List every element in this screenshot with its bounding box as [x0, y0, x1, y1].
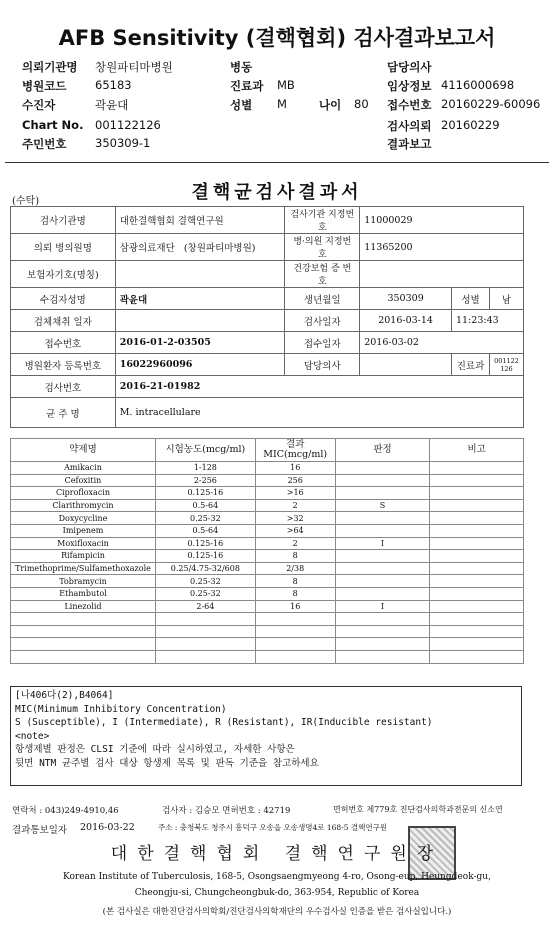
cell-value: 남 — [489, 288, 523, 310]
cell-empty — [430, 650, 524, 663]
cell-value: 삼광의료재단 (창원파티마병원) — [115, 234, 285, 261]
info-row-test-no — [11, 376, 524, 398]
organization-address-en: Korean Institute of Tuberculosis, 168-5, Osongsaengmyeong 4-ro, Osong-eup, Heungdeok-gu, — [63, 872, 491, 882]
cell-drug: Trimethoprime/Sulfamethoxazole — [11, 562, 156, 575]
cell-judgement: S — [335, 499, 430, 512]
cell-empty — [335, 650, 430, 663]
cell-empty — [255, 650, 335, 663]
patient-info-table — [10, 206, 524, 428]
cell-empty — [255, 638, 335, 651]
result-row — [11, 487, 524, 500]
cell-concentration: 0.25-32 — [155, 587, 255, 600]
info-row-clinic — [11, 234, 524, 261]
info-row-strain — [11, 398, 524, 428]
result-row — [11, 537, 524, 550]
cell-value: 2016-01-2-03505 — [115, 332, 285, 354]
value-hospital-code: 65183 — [95, 78, 132, 92]
cell-value: 001122126 — [489, 354, 523, 376]
cell-remarks — [430, 575, 524, 588]
value-resident-no: 350309-1 — [95, 136, 151, 150]
cell-empty — [155, 638, 255, 651]
cell-empty — [115, 310, 285, 332]
empty-row — [11, 638, 524, 651]
cell-empty — [155, 625, 255, 638]
label-result-report: 결과보고 — [387, 137, 432, 151]
cell-empty — [255, 613, 335, 626]
cell-label: 건강보험 증 번호 — [285, 261, 360, 288]
cell-remarks — [430, 474, 524, 487]
notes-line: S (Susceptible), I (Intermediate), R (Resistant), IR(Inducible resistant) — [15, 717, 433, 728]
empty-row — [11, 625, 524, 638]
label-department: 진료과 — [230, 79, 264, 93]
cell-judgement — [335, 562, 430, 575]
cell-label: 검사일자 — [285, 310, 360, 332]
cell-label: 검체채취 일자 — [11, 310, 116, 332]
label-patient: 수진자 — [22, 98, 56, 112]
susceptibility-table — [10, 438, 524, 664]
cell-empty — [155, 613, 255, 626]
label-age: 나이 — [319, 98, 342, 112]
cell-remarks — [430, 462, 524, 475]
cell-judgement: I — [335, 537, 430, 550]
cell-mic: >16 — [255, 487, 335, 500]
value-sex: M — [277, 97, 287, 111]
contact-phone: 연락처 : 043)249-4910,46 — [12, 806, 119, 816]
cell-label: 보험자기호(명칭) — [11, 261, 116, 288]
cell-concentration: 0.125-16 — [155, 550, 255, 563]
cell-label: 의뢰 병의원명 — [11, 234, 116, 261]
value-age: 80 — [354, 97, 369, 111]
cell-empty — [430, 638, 524, 651]
info-row-receipt — [11, 332, 524, 354]
cell-value: 11365200 — [360, 234, 524, 261]
cell-label: 병·의원 지정번호 — [285, 234, 360, 261]
cell-label: 검사기관 지정번호 — [285, 207, 360, 234]
cell-mic: 16 — [255, 600, 335, 613]
cell-concentration: 0.125-16 — [155, 487, 255, 500]
cell-concentration: 0.5-64 — [155, 499, 255, 512]
label-sex: 성별 — [230, 98, 253, 112]
label-chart-no: Chart No. — [22, 118, 84, 132]
result-row — [11, 524, 524, 537]
info-row-dates — [11, 310, 524, 332]
cell-label: 성별 — [452, 288, 490, 310]
cell-empty — [335, 625, 430, 638]
cell-mic: >32 — [255, 512, 335, 525]
cell-drug: Imipenem — [11, 524, 156, 537]
cell-concentration: 0.125-16 — [155, 537, 255, 550]
info-row-lab — [11, 207, 524, 234]
cell-concentration: 0.5-64 — [155, 524, 255, 537]
result-row — [11, 462, 524, 475]
cell-drug: Ciprofloxacin — [11, 487, 156, 500]
col-header-mic: 결과 MIC(mcg/ml) — [255, 439, 335, 462]
cell-remarks — [430, 512, 524, 525]
cell-drug: Amikacin — [11, 462, 156, 475]
cell-empty — [335, 638, 430, 651]
info-row-insurance — [11, 261, 524, 288]
cell-label: 검사기관명 — [11, 207, 116, 234]
cell-empty — [11, 625, 156, 638]
result-row — [11, 587, 524, 600]
cell-remarks — [430, 499, 524, 512]
cell-drug: Cefoxitin — [11, 474, 156, 487]
label-clinical-info: 임상정보 — [387, 79, 432, 93]
result-row — [11, 550, 524, 563]
result-row — [11, 474, 524, 487]
label-doctor: 담당의사 — [387, 60, 432, 74]
cell-remarks — [430, 550, 524, 563]
cell-remarks — [430, 600, 524, 613]
cell-drug: Rifampicin — [11, 550, 156, 563]
cell-empty — [115, 261, 285, 288]
cell-value: 2016-21-01982 — [115, 376, 523, 398]
col-header-judgement: 판정 — [335, 439, 430, 462]
cell-remarks — [430, 587, 524, 600]
cell-mic: >64 — [255, 524, 335, 537]
label-resident-no: 주민번호 — [22, 137, 67, 151]
cell-empty — [335, 613, 430, 626]
cell-value: 350309 — [360, 288, 452, 310]
value-request-date: 20160229 — [441, 118, 500, 132]
cell-label: 검사번호 — [11, 376, 116, 398]
info-row-patient — [11, 288, 524, 310]
organization-address-en-2: Cheongju-si, Chungcheongbuk-do, 363-954, Republic of Korea — [134, 888, 420, 898]
cell-value: 2016-03-02 — [360, 332, 524, 354]
cell-value: 2016-03-14 — [360, 310, 452, 332]
cell-concentration: 0.25-32 — [155, 512, 255, 525]
cell-judgement — [335, 512, 430, 525]
label-request-date: 검사의뢰 — [387, 119, 432, 133]
cell-value: 16022960096 — [115, 354, 285, 376]
cell-label: 수검자성명 — [11, 288, 116, 310]
col-header-remarks: 비고 — [430, 439, 524, 462]
label-hospital-code: 병원코드 — [22, 79, 67, 93]
cell-concentration: 1-128 — [155, 462, 255, 475]
cell-empty — [11, 613, 156, 626]
cell-label: 접수일자 — [285, 332, 360, 354]
cell-drug: Linezolid — [11, 600, 156, 613]
notice-date-label: 결과통보일자 — [12, 825, 68, 836]
cell-remarks — [430, 537, 524, 550]
cell-mic: 8 — [255, 575, 335, 588]
value-chart-no: 001122126 — [95, 118, 161, 132]
cell-concentration: 2-64 — [155, 600, 255, 613]
cell-drug: Clarithromycin — [11, 499, 156, 512]
cell-value: 11000029 — [360, 207, 524, 234]
value-department: MB — [277, 78, 295, 92]
cell-empty — [255, 625, 335, 638]
empty-row — [11, 650, 524, 663]
organization-name-kr: 대한결핵협회 결핵연구원장 — [110, 844, 444, 864]
value-patient: 곽윤대 — [95, 98, 129, 112]
value-requesting-org: 창원파티마병원 — [95, 60, 173, 74]
cell-empty — [11, 650, 156, 663]
cell-empty — [360, 354, 452, 376]
cell-mic: 8 — [255, 587, 335, 600]
cell-label: 진료과 — [452, 354, 490, 376]
cell-value: 11:23:43 — [452, 310, 524, 332]
value-clinical-info: 4116000698 — [441, 78, 515, 92]
cell-remarks — [430, 562, 524, 575]
cell-empty — [430, 613, 524, 626]
cell-value: M. intracellulare — [115, 398, 523, 428]
info-row-registration — [11, 354, 524, 376]
cell-mic: 8 — [255, 550, 335, 563]
result-row — [11, 600, 524, 613]
cell-drug: Tobramycin — [11, 575, 156, 588]
notes-line: 뒷면 NTM 균주별 검사 대상 항생제 목록 및 판독 기준을 참고하세요 — [15, 757, 319, 769]
col-header-drug: 약제명 — [11, 439, 156, 462]
cell-mic: 16 — [255, 462, 335, 475]
cell-mic: 2 — [255, 499, 335, 512]
cell-label: 병원환자 등록번호 — [11, 354, 116, 376]
cell-label: 균 주 명 — [11, 398, 116, 428]
cell-remarks — [430, 524, 524, 537]
document-title: 결핵균검사결과서 — [191, 182, 363, 203]
label-requesting-org: 의뢰기관명 — [22, 60, 78, 74]
physician-license: 면허번호 제779호 진단검사의학과전문의 신소연 — [333, 805, 503, 814]
cell-drug: Doxycycline — [11, 512, 156, 525]
cell-judgement — [335, 462, 430, 475]
cell-empty — [430, 625, 524, 638]
cell-label: 생년월일 — [285, 288, 360, 310]
notes-line: 항생제별 판정은 CLSI 기준에 따라 실시하였고, 자세한 사항은 — [15, 744, 295, 755]
result-row — [11, 562, 524, 575]
cell-label: 접수번호 — [11, 332, 116, 354]
result-row — [11, 499, 524, 512]
cell-concentration: 0.25/4.75-32/608 — [155, 562, 255, 575]
notes-line: <note> — [15, 730, 50, 742]
empty-row — [11, 613, 524, 626]
cell-judgement — [335, 550, 430, 563]
consignment-mark: (수탁) — [12, 196, 40, 207]
notes-box — [10, 686, 522, 786]
result-row — [11, 575, 524, 588]
notes-code: [나406다(2),B4064] — [15, 690, 114, 701]
label-ward: 병동 — [230, 60, 253, 74]
cell-empty — [155, 650, 255, 663]
cell-remarks — [430, 487, 524, 500]
cell-label: 담당의사 — [285, 354, 360, 376]
notes-line: MIC(Minimum Inhibitory Concentration) — [15, 703, 227, 715]
result-row — [11, 512, 524, 525]
cell-judgement — [335, 474, 430, 487]
cell-value: 곽윤대 — [115, 288, 285, 310]
cell-concentration: 2-256 — [155, 474, 255, 487]
cell-concentration: 0.25-32 — [155, 575, 255, 588]
results-header-row — [11, 439, 524, 462]
cell-drug: Moxifloxacin — [11, 537, 156, 550]
header-divider — [5, 162, 549, 163]
cell-judgement — [335, 587, 430, 600]
cell-judgement — [335, 575, 430, 588]
address-kr: 주소 : 충청북도 청주시 흥덕구 오송읍 오송생명4로 168-5 결핵연구원 — [158, 823, 388, 832]
cell-empty — [360, 261, 524, 288]
cell-mic: 2/38 — [255, 562, 335, 575]
cell-judgement: I — [335, 600, 430, 613]
cell-drug: Ethambutol — [11, 587, 156, 600]
col-header-concentration: 시험농도(mcg/ml) — [155, 439, 255, 462]
report-title: AFB Sensitivity (결핵협회) 검사결과보고서 — [58, 26, 496, 50]
cell-mic: 256 — [255, 474, 335, 487]
cell-empty — [11, 638, 156, 651]
certification-note: (본 검사실은 대한진단검사의학회/진단검사의학재단의 우수검사실 인증을 받은 검사실입니다.) — [102, 907, 452, 917]
value-receipt-no: 20160229-60096 — [441, 97, 541, 111]
notice-date: 2016-03-22 — [80, 822, 135, 833]
cell-judgement — [335, 524, 430, 537]
cell-mic: 2 — [255, 537, 335, 550]
cell-value: 대한결핵협회 결핵연구원 — [115, 207, 285, 234]
cell-judgement — [335, 487, 430, 500]
examiner-info: 검사자 : 김승모 면허번호 : 42719 — [162, 806, 291, 816]
label-receipt-no: 접수번호 — [387, 98, 432, 112]
